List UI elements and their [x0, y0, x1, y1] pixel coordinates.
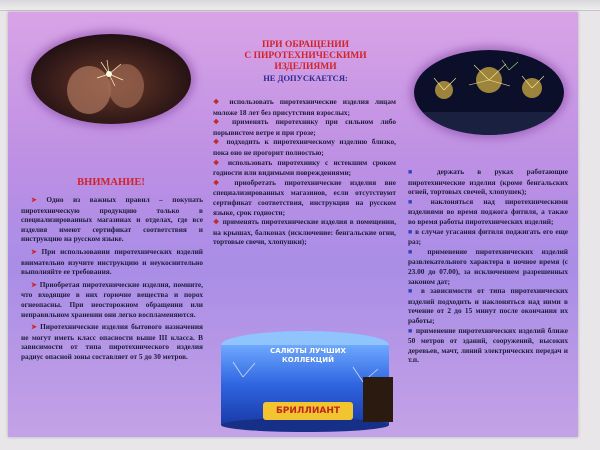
warning-title: ВНИМАНИЕ!	[77, 177, 145, 188]
square-bullet-icon: ■	[408, 247, 419, 256]
square-bullet-icon: ■	[408, 168, 424, 176]
column-left	[16, 12, 206, 437]
diamond-bullet-icon: ❖	[213, 98, 224, 106]
prohibited-subtitle: НЕ ДОПУСКАЕТСЯ:	[263, 73, 348, 83]
square-bullet-icon: ■	[408, 287, 416, 296]
arrow-bullet-icon: ➤	[31, 323, 37, 332]
arrow-bullet-icon: ➤	[31, 196, 37, 204]
list-item: ■ применение пиротехнических изделий развлекательного характера в ночное время (с 23.00 до 07.00), за исключением разрешенных законом дат;	[408, 246, 569, 286]
list-item: ❖ применять пиротехнические изделия в помещении, на крышах, балконах (исключение: бенгальские огни, тортовые свечи, хлопушки);	[213, 217, 397, 247]
column-middle	[213, 12, 398, 437]
square-bullet-icon: ■	[408, 197, 421, 206]
warning-paragraph-2: ➤ При использовании пиротехнических изделий внимательно изучите инструкцию и неукоснительно выполняйте ее требования.	[21, 246, 203, 277]
arrow-bullet-icon: ➤	[31, 247, 37, 256]
list-item: ❖ использовать пиротехнические изделия лицам моложе 18 лет без присутствия взрослых;	[213, 97, 397, 117]
prohibited-list-continued	[408, 167, 568, 365]
prohibited-title-line-2: С ПИРОТЕХНИЧЕСКИМИ	[244, 51, 367, 61]
viewer-toolbar	[0, 0, 600, 11]
square-bullet-icon: ■	[408, 326, 414, 335]
prohibited-heading	[213, 40, 398, 83]
list-item: ■ в зависимости от типа пиротехнических изделий подходить и наклоняться над ними в течение от 2 до 15 минут после окончания их работы;	[408, 286, 568, 325]
list-item: ❖ подходить к пиротехническому изделию близко, пока оно не прогорит полностью;	[213, 137, 396, 157]
prohibited-title-line-1: ПРИ ОБРАЩЕНИИ	[261, 40, 349, 50]
warning-paragraph-1: ➤ Одно из важных правил – покупать пиротехническую продукцию только в специализированных магазинах и отделах, где все изделия имеют сертификат соответствия и инструкцию на русском языке.	[21, 195, 203, 244]
warning-paragraph-4: ➤ Пиротехнические изделия бытового назначения не могут иметь класс опасности выше III класса. В зависимости от типа пиротехнического изделия радиус опасной зоны составляет от 5 до 30 метров.	[21, 322, 203, 361]
square-bullet-icon: ■	[408, 227, 413, 236]
box-label-line-1: САЛЮТЫ ЛУЧШИХ	[270, 347, 346, 355]
list-item: ■ наклоняться над пиротехническими изделиями во время поджога фитиля, а также во время работы пиротехнических изделий;	[408, 196, 568, 226]
list-item: ❖ использовать пиротехнику с истекшим сроком годности или видимыми повреждениями;	[213, 157, 396, 178]
list-item: ■ в случае угасания фитиля поджигать его еще раз;	[408, 226, 568, 247]
prohibited-list	[213, 97, 396, 247]
diamond-bullet-icon: ❖	[213, 118, 225, 127]
list-item: ❖ приобретать пиротехнические изделия вне специализированных магазинов, если отсутствуют сертификат соответствия, инструкция на русском языке, срок годности;	[213, 177, 396, 217]
list-item: ■ держать в руках работающие пиротехнические изделия (кроме бенгальских огней, тортовых свечей, хлопушек);	[408, 167, 568, 197]
sparkler-photo	[31, 34, 191, 124]
diamond-bullet-icon: ❖	[213, 158, 223, 167]
warning-text	[21, 195, 203, 365]
column-right	[406, 12, 571, 437]
firework-box-photo	[213, 327, 398, 432]
prohibited-title-line-3: ИЗДЕЛИЯМИ	[274, 62, 337, 72]
arrow-bullet-icon: ➤	[31, 280, 37, 289]
brochure-page	[8, 12, 578, 437]
list-item: ❖ применять пиротехнику при сильном либо порывистом ветре и при грозе;	[213, 117, 397, 137]
diamond-bullet-icon: ❖	[213, 138, 222, 147]
diamond-bullet-icon: ❖	[213, 178, 226, 187]
box-label-line-2: КОЛЛЕКЦИЙ	[281, 356, 334, 364]
warning-paragraph-3: ➤ Приобретая пиротехнические изделия, помните, что входящие в них горючие вещества и порох огнеопасны. При неосторожном обращении или неправильном хранении они легко воспламеняются.	[21, 279, 203, 319]
box-brand: БРИЛЛИАНТ	[275, 406, 341, 416]
list-item: ■ применение пиротехнических изделий ближе 50 метров от зданий, сооружений, высоких деревьев, мачт, линий электрических передач и т.п.	[408, 325, 568, 365]
diamond-bullet-icon: ❖	[213, 218, 221, 227]
fireworks-city-photo	[414, 50, 564, 135]
